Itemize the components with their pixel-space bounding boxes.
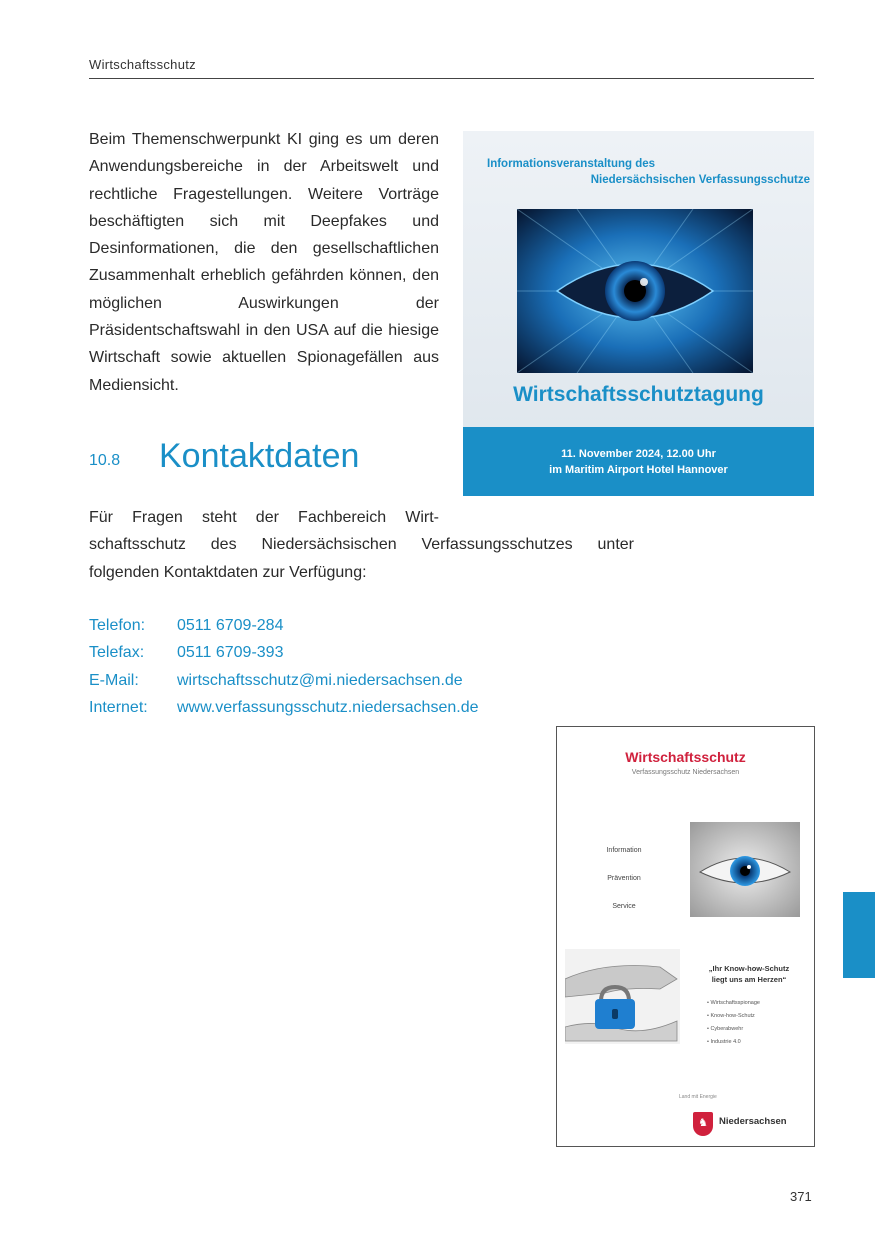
brochure-bullet: • Industrie 4.0 (707, 1039, 741, 1045)
email-link[interactable]: wirtschaftsschutz@mi.niedersachsen.de (177, 671, 463, 689)
contact-label: E-Mail: (89, 671, 139, 689)
section-title: Kontaktdaten (159, 437, 360, 475)
contact-value: 0511 6709-393 (177, 644, 284, 662)
section-number: 10.8 (89, 452, 121, 469)
contact-email (89, 667, 479, 694)
website-link[interactable]: www.verfassungsschutz.niedersachsen.de (177, 698, 479, 716)
contact-value: 0511 6709-284 (177, 617, 284, 634)
poster-date-line: 11. November 2024, 12.00 Uhr (561, 448, 716, 460)
page-number: 371 (790, 1189, 812, 1204)
brochure-cover (556, 726, 815, 1147)
brochure-quote-line-2: liegt uns am Herzen“ (711, 975, 787, 984)
poster-venue-line: im Maritim Airport Hotel Hannover (549, 464, 728, 476)
brochure-menu-item: Service (612, 903, 636, 910)
eye-photo-small (690, 822, 800, 917)
brochure-bullets (707, 997, 760, 1049)
niedersachsen-logo (693, 1112, 809, 1134)
contact-label: Internet: (89, 698, 148, 716)
brochure-menu (579, 847, 669, 931)
contact-label: Telefax: (89, 644, 145, 662)
brochure-small-print: Land mit Energie (679, 1094, 717, 1100)
poster-title: Wirtschaftsschutztagung (513, 383, 764, 406)
contact-label: Telefon: (89, 617, 146, 634)
brochure-bullet: • Cyberabwehr (707, 1026, 744, 1032)
poster-kicker (487, 156, 812, 188)
header-rule (89, 78, 814, 79)
brochure-quote (685, 963, 813, 985)
contact-fax (89, 639, 479, 666)
poster-kicker-line-2: Niedersächsischen Verfassungsschutze (590, 174, 810, 186)
contact-intro (89, 504, 634, 586)
poster-kicker-line-1: Informationsveranstaltung des (487, 158, 656, 170)
poster-date-text (463, 446, 814, 478)
brochure-menu-item: Information (606, 847, 642, 854)
contact-website (89, 694, 479, 721)
brochure-title: Wirtschaftsschutz (625, 749, 746, 765)
event-poster (463, 131, 814, 496)
contact-intro-line-2: schaftsschutz des Niedersächsischen Verfassungsschutzes unter (89, 536, 634, 554)
contact-phone (89, 612, 479, 639)
horse-crest-icon: ♞ (693, 1112, 713, 1136)
eye-photo (517, 209, 753, 373)
brochure-bullet: • Know-how-Schutz (707, 1013, 755, 1019)
running-head: Wirtschaftsschutz (89, 57, 196, 72)
contact-list (89, 612, 479, 721)
contact-intro-line-1: Für Fragen steht der Fachbereich Wirt- (89, 509, 439, 526)
contact-intro-line-3: folgenden Kontaktdaten zur Verfügung: (89, 563, 367, 581)
brochure-menu-item: Prävention (607, 875, 641, 882)
hand-padlock-photo (565, 949, 680, 1044)
chapter-tab-marker (843, 892, 875, 978)
brochure-subtitle: Verfassungsschutz Niedersachsen (631, 769, 740, 776)
brochure-bullet: • Wirtschaftsspionage (707, 1000, 760, 1006)
brochure-quote-line-1: „Ihr Know-how-Schutz (708, 964, 790, 973)
logo-name: Niedersachsen (719, 1116, 787, 1127)
intro-paragraph: Beim Themenschwerpunkt KI ging es um deren Anwendungsbereiche in der Arbeitswelt und rechtliche Fragestellungen. Weitere Vorträge beschäftigten sich mit Deepfakes und Desinformationen, die den gesellschaftlichen Zusammenhalt erheblich gefährden können, den möglichen Auswirkungen der Präsidentschaftswahl in den USA auf die hiesige Wirtschaft sowie aktuellen Spionagefällen aus Mediensicht. (89, 131, 439, 394)
